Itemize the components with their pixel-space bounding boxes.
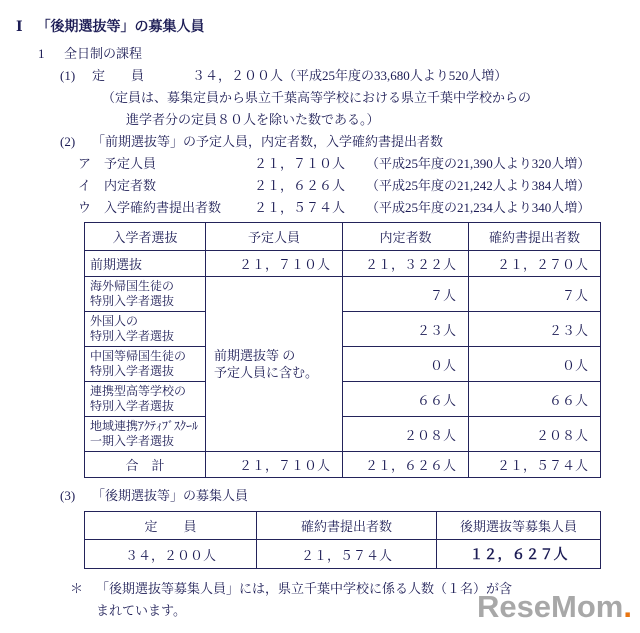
- merged-planned-note: [206, 277, 343, 452]
- row-label-line1: 連携型高等学校の: [90, 384, 187, 398]
- row-kakuyaku: ７人: [469, 277, 601, 312]
- item-2a-label: 予定人員: [104, 156, 157, 171]
- row-label-line1: 地域連携ｱｸﾃｨﾌﾞｽｸｰﾙ: [90, 419, 199, 433]
- row-label-line2: 特別入学者選抜: [90, 364, 175, 378]
- merged-note-line2: 予定人員に含む。: [214, 365, 319, 380]
- row-kakuyaku: ２１，５７４人: [469, 452, 601, 478]
- item-2-line: [60, 134, 628, 149]
- item-2c-label: 入学確約書提出者数: [104, 200, 222, 215]
- row-label: [85, 312, 206, 347]
- row-label: 前期選抜: [85, 251, 206, 277]
- watermark-text: ReseMom: [476, 589, 624, 624]
- table1-header-selection: 入学者選抜: [85, 223, 206, 251]
- table1-header-row: [85, 223, 601, 251]
- row-naitei: ０人: [343, 347, 469, 382]
- item-1-subnote-line1: （定員は、募集定員から県立千葉高等学校における県立千葉中学校からの: [102, 90, 532, 105]
- table1-row-total: [85, 452, 601, 478]
- row-label-line2: 一期入学者選抜: [90, 434, 175, 448]
- table2-value-teiin: ３４，２００人: [85, 540, 257, 569]
- row-naitei: ２３人: [343, 312, 469, 347]
- item-2a-value: ２１，７１０人: [254, 156, 346, 171]
- table2-value-kakuyaku: ２１，５７４人: [257, 540, 437, 569]
- resemom-watermark: [477, 589, 632, 625]
- table1-row-kaigai: [85, 277, 601, 312]
- row-naitei: ２１，３２２人: [343, 251, 469, 277]
- title-text: 「後期選抜等」の募集人員: [36, 20, 205, 35]
- item-1-line: [60, 68, 628, 83]
- watermark-dot: .: [623, 589, 632, 624]
- section-1-label: 全日制の課程: [64, 46, 143, 61]
- item-1-note: （平成25年度の33,680人より520人増）: [283, 68, 508, 83]
- table1-row-zenki: [85, 251, 601, 277]
- row-label-line2: 特別入学者選抜: [90, 329, 175, 343]
- table1-header-kakuyaku: 確約書提出者数: [469, 223, 601, 251]
- item-3-label: 「後期選抜等」の募集人員: [92, 488, 249, 503]
- item-1-value: ３４，２００人: [192, 68, 284, 83]
- row-planned: ２１，７１０人: [206, 251, 343, 277]
- table2-header-kouki: 後期選抜等募集人員: [437, 512, 601, 540]
- item-1-label: 定 員: [92, 68, 145, 83]
- table2-header-row: [85, 512, 601, 540]
- row-label: [85, 382, 206, 417]
- row-planned: ２１，７１０人: [206, 452, 343, 478]
- item-2c-value: ２１，５７４人: [254, 200, 346, 215]
- row-label-line2: 特別入学者選抜: [90, 399, 175, 413]
- zenki-selection-table: [84, 222, 601, 478]
- row-kakuyaku: ２３人: [469, 312, 601, 347]
- row-kakuyaku: ２１，２７０人: [469, 251, 601, 277]
- table2-header-teiin: 定 員: [85, 512, 257, 540]
- row-kakuyaku: ０人: [469, 347, 601, 382]
- row-label-line2: 特別入学者選抜: [90, 294, 175, 308]
- footnote-line2: まれています。: [96, 603, 186, 618]
- item-2c-marker: ウ: [78, 200, 92, 215]
- item-2a-marker: ア: [78, 156, 92, 171]
- table1-row-chugoku: [85, 347, 601, 382]
- item-2a-line: [78, 156, 628, 171]
- item-2c-note: （平成25年度の21,234人より340人増）: [366, 200, 591, 215]
- kouki-recruitment-table: [84, 511, 601, 569]
- item-3-number: (3): [60, 488, 76, 503]
- section-1-number: 1: [38, 46, 45, 61]
- merged-note-line1: 前期選抜等 の: [214, 348, 296, 363]
- row-kakuyaku: ６６人: [469, 382, 601, 417]
- row-label: [85, 277, 206, 312]
- row-naitei: ７人: [343, 277, 469, 312]
- title-number: Ⅰ: [16, 20, 23, 35]
- table2-header-kakuyaku: 確約書提出者数: [257, 512, 437, 540]
- item-2b-line: [78, 178, 628, 193]
- table1-row-renkei: [85, 382, 601, 417]
- item-1-number: (1): [60, 68, 76, 83]
- row-naitei: ２１，６２６人: [343, 452, 469, 478]
- section-1-heading: [38, 46, 628, 61]
- row-label: [85, 347, 206, 382]
- table2-value-row: [85, 540, 601, 569]
- row-label-line1: 外国人の: [90, 314, 139, 328]
- row-label-line1: 中国等帰国生徒の: [90, 349, 187, 363]
- table1-header-planned: 予定人員: [206, 223, 343, 251]
- item-1-subnote-line2: 進学者分の定員８０人を除いた数である。）: [126, 112, 380, 127]
- item-2a-note: （平成25年度の21,390人より320人増）: [366, 156, 591, 171]
- table1-row-gaikokujin: [85, 312, 601, 347]
- item-3-line: [60, 488, 628, 503]
- item-2b-value: ２１，６２６人: [254, 178, 346, 193]
- table2-value-kouki: １２，６２７人: [437, 540, 601, 569]
- footnote-asterisk: ＊: [70, 581, 84, 596]
- footnote-text-line1: 「後期選抜等募集人員」には，県立千葉中学校に係る人数（１名）が含: [96, 581, 513, 596]
- row-label-total: 合 計: [85, 452, 206, 478]
- item-2-number: (2): [60, 134, 76, 149]
- row-label: [85, 417, 206, 452]
- item-2-label: 「前期選抜等」の予定人員，内定者数，入学確約書提出者数: [92, 134, 444, 149]
- row-naitei: ２０８人: [343, 417, 469, 452]
- row-kakuyaku: ２０８人: [469, 417, 601, 452]
- row-naitei: ６６人: [343, 382, 469, 417]
- row-label-line1: 海外帰国生徒の: [90, 279, 175, 293]
- item-2b-note: （平成25年度の21,242人より384人増）: [366, 178, 591, 193]
- item-2b-label: 内定者数: [104, 178, 157, 193]
- table1-row-chiiki: [85, 417, 601, 452]
- document-title: [16, 16, 628, 36]
- table1-header-naitei: 内定者数: [343, 223, 469, 251]
- item-2b-marker: イ: [78, 178, 92, 193]
- item-2c-line: [78, 200, 628, 215]
